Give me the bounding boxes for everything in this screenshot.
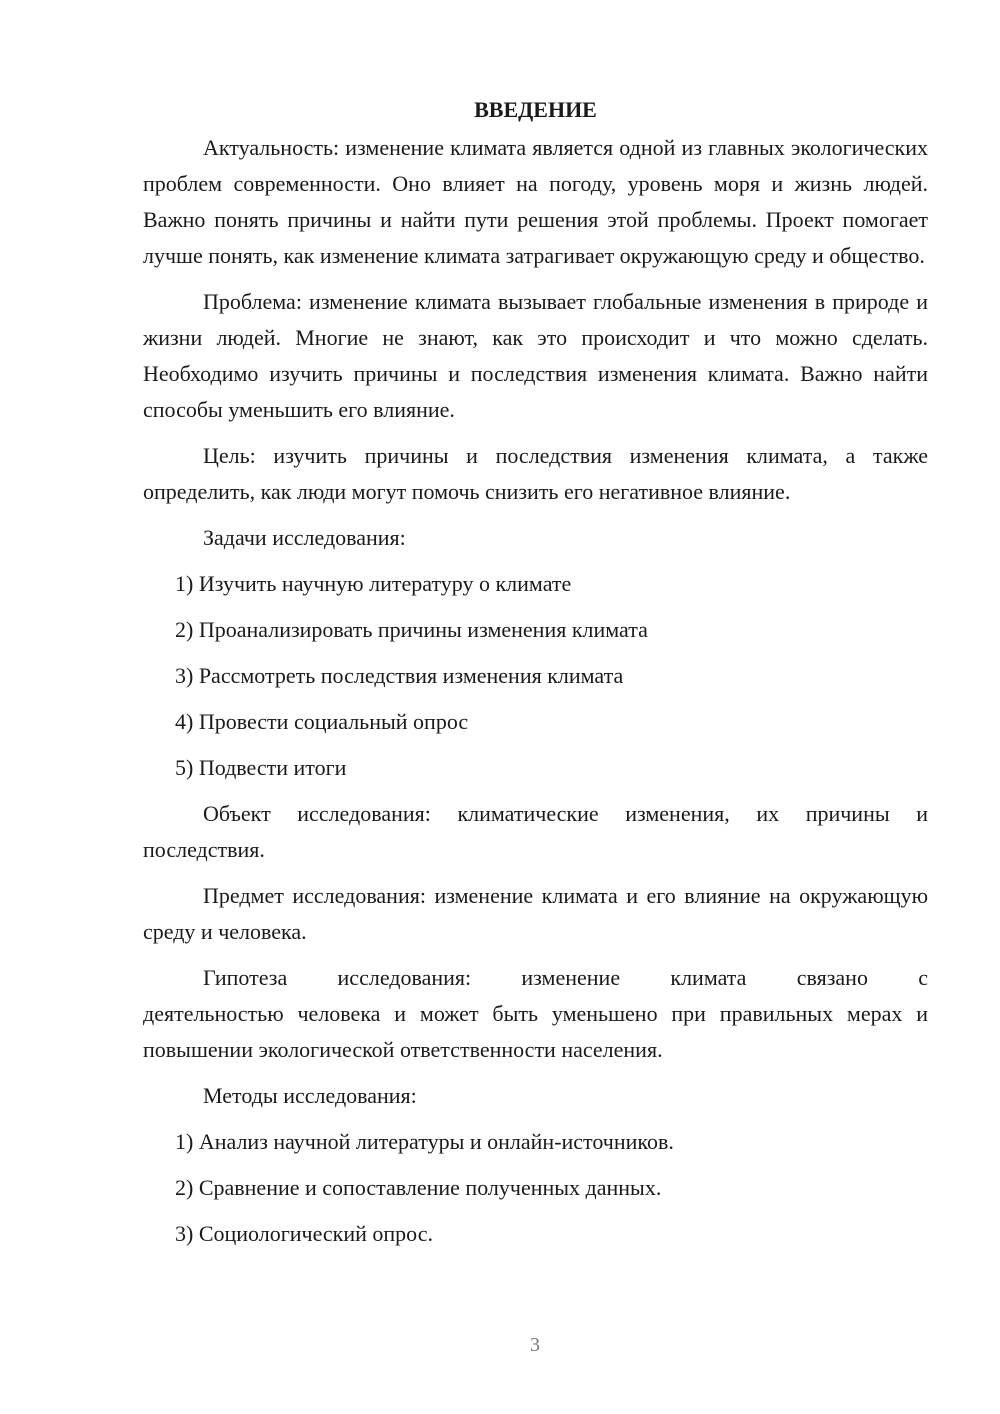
hypothesis-word: с	[918, 965, 928, 990]
hypothesis-word: изменение	[521, 965, 621, 990]
goal-paragraph: Цель: изучить причины и последствия изменения климата, а также определить, как люди могут помочь снизить его негативное влияние.	[143, 443, 928, 504]
method-item: 2) Сравнение и сопоставление полученных данных.	[175, 1175, 662, 1200]
hypothesis-paragraph	[143, 960, 928, 1068]
task-item: 5) Подвести итоги	[175, 755, 347, 780]
page-number: 3	[530, 1334, 540, 1356]
task-item: 3) Рассмотреть последствия изменения климата	[175, 663, 624, 688]
hypothesis-first-line	[143, 960, 928, 996]
task-item: 1) Изучить научную литературу о климате	[175, 571, 572, 596]
section-heading: ВВЕДЕНИЕ	[474, 97, 597, 122]
tasks-list	[143, 566, 928, 786]
methods-list	[143, 1124, 928, 1252]
tasks-label: Задачи исследования:	[203, 525, 406, 550]
hypothesis-continuation: деятельностью человека и может быть уменьшено при правильных мерах и повышении экологической ответственности населения.	[143, 1001, 928, 1062]
subject-paragraph: Предмет исследования: изменение климата и его влияние на окружающую среду и человека.	[143, 883, 928, 944]
methods-label: Методы исследования:	[203, 1083, 417, 1108]
task-item: 2) Проанализировать причины изменения климата	[175, 617, 648, 642]
page-content	[143, 92, 928, 1262]
relevance-paragraph: Актуальность: изменение климата является одной из главных экологических проблем современности. Оно влияет на погоду, уровень моря и жизнь людей. Важно понять причины и найти пути решения этой проблемы. Проект помогает лучше понять, как изменение климата затрагивает окружающую среду и общество.	[143, 135, 928, 268]
hypothesis-word: климата	[670, 965, 747, 990]
method-item: 3) Социологический опрос.	[175, 1221, 433, 1246]
task-item: 4) Провести социальный опрос	[175, 709, 469, 734]
problem-paragraph: Проблема: изменение климата вызывает глобальные изменения в природе и жизни людей. Многие не знают, как это происходит и что можно сделать. Необходимо изучить причины и последствия изменения климата. Важно найти способы уменьшить его влияние.	[143, 289, 928, 422]
hypothesis-word: Гипотеза	[203, 965, 288, 990]
hypothesis-word: связано	[796, 965, 868, 990]
hypothesis-word: исследования:	[337, 965, 472, 990]
method-item: 1) Анализ научной литературы и онлайн-источников.	[175, 1129, 674, 1154]
object-paragraph: Объект исследования: климатические изменения, их причины и последствия.	[143, 801, 928, 862]
